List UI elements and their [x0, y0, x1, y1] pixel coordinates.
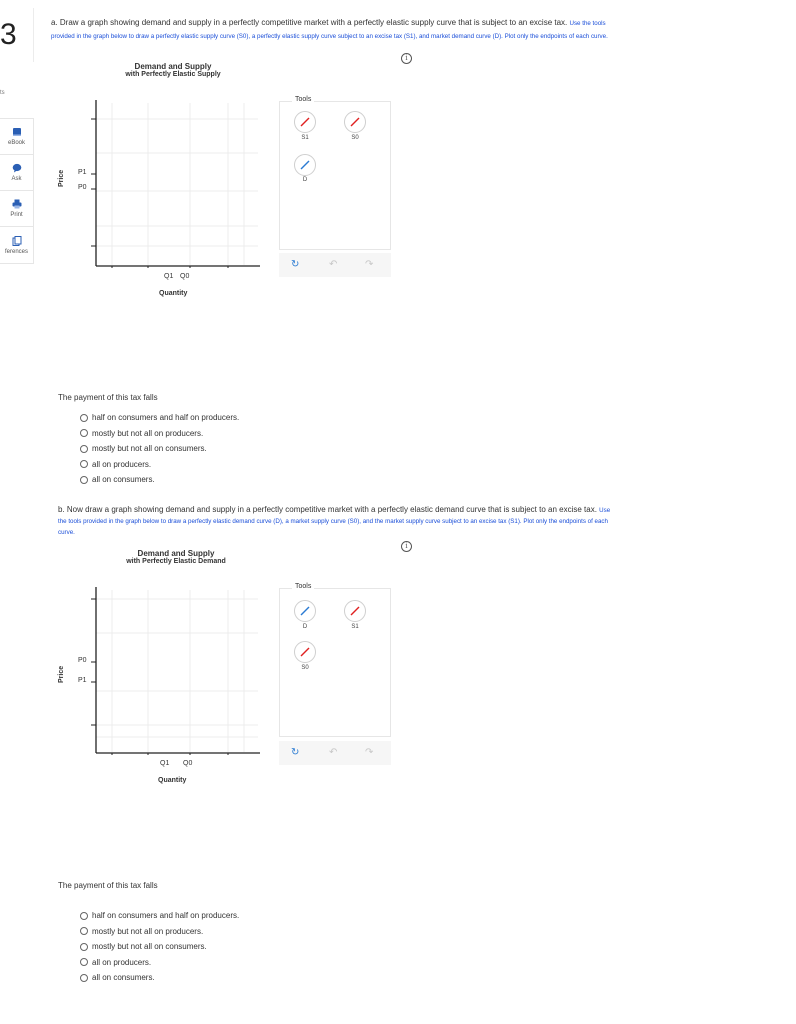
- undo-icon[interactable]: ↶: [329, 747, 338, 758]
- radio-button[interactable]: [80, 429, 88, 437]
- y-tick-label: P1: [78, 169, 87, 176]
- part-b-prompt: b. Now draw a graph showing demand and supply in a perfectly competitive market with a perfectly elastic demand curve that is subject to an excise tax.: [58, 505, 597, 514]
- tool-s0-button[interactable]: [294, 641, 316, 663]
- sidebar-item-print[interactable]: [0, 191, 33, 227]
- radio-option[interactable]: [80, 955, 239, 971]
- radio-option[interactable]: [80, 908, 239, 924]
- part-a-prompt: a. Draw a graph showing demand and supply in a perfectly competitive market with a perfectly elastic supply curve that is subject to an excise tax.: [51, 18, 568, 27]
- y-tick-label: P0: [78, 184, 87, 191]
- x-tick-label: Q0: [183, 760, 193, 767]
- radio-button[interactable]: [80, 912, 88, 920]
- tools-title: Tools: [292, 583, 314, 590]
- part-b-tools-actions: [279, 741, 391, 765]
- radio-button[interactable]: [80, 460, 88, 468]
- sidebar-item-label: Ask: [11, 176, 22, 182]
- part-a-options: [80, 410, 239, 488]
- radio-option[interactable]: [80, 924, 239, 940]
- option-label: all on consumers.: [92, 475, 155, 485]
- radio-button[interactable]: [80, 445, 88, 453]
- y-axis-title: Price: [58, 665, 65, 683]
- option-label: mostly but not all on consumers.: [92, 444, 207, 454]
- chart-title: Demand and Supply: [137, 549, 215, 558]
- tool-s1-button[interactable]: [344, 600, 366, 622]
- line-tool-icon: [299, 116, 311, 128]
- option-label: mostly but not all on producers.: [92, 428, 204, 438]
- line-tool-icon: [299, 159, 311, 171]
- sidebar-item-label: ferences: [4, 248, 28, 255]
- reset-icon[interactable]: ↻: [291, 747, 300, 758]
- x-axis-title: Quantity: [158, 777, 187, 784]
- y-tick-label: P0: [78, 657, 87, 664]
- redo-icon[interactable]: ↷: [365, 259, 374, 270]
- part-a-instruction: Use the tools provided in the graph below to draw a perfectly elastic supply curve (S0), a perfectly elastic supply curve subject to an excise tax (S1), and market demand curve (D). Plot only the endpoints of each curve.: [51, 20, 608, 40]
- part-b-question: [58, 505, 618, 538]
- info-icon[interactable]: i: [401, 53, 412, 64]
- tool-label: D: [302, 177, 308, 183]
- option-label: half on consumers and half on producers.: [92, 911, 240, 921]
- radio-button[interactable]: [80, 958, 88, 966]
- line-tool-icon: [299, 605, 311, 617]
- line-tool-icon: [299, 646, 311, 658]
- option-label: all on consumers.: [92, 973, 155, 983]
- chat-icon: [12, 163, 22, 173]
- tool-s1-button[interactable]: [294, 111, 316, 133]
- option-label: mostly but not all on producers.: [92, 926, 204, 936]
- y-tick-label: P1: [78, 677, 87, 684]
- tool-label: S1: [301, 135, 309, 141]
- radio-button[interactable]: [80, 476, 88, 484]
- part-b-chart-heading: [116, 549, 236, 565]
- tool-d-button[interactable]: [294, 600, 316, 622]
- part-b-payment-prompt: The payment of this tax falls: [58, 881, 158, 890]
- x-tick-label: Q0: [180, 273, 190, 280]
- sidebar-top-label: ts: [0, 90, 5, 96]
- sidebar-item-references[interactable]: [0, 227, 33, 263]
- x-tick-label: Q1: [164, 273, 174, 280]
- x-tick-label: Q1: [160, 760, 170, 767]
- option-label: half on consumers and half on producers.: [92, 413, 240, 423]
- tools-title: Tools: [292, 96, 314, 103]
- sidebar-item-ebook[interactable]: [0, 119, 33, 155]
- chart-subtitle: with Perfectly Elastic Demand: [126, 558, 226, 565]
- reset-icon[interactable]: ↻: [291, 259, 300, 270]
- redo-icon[interactable]: ↷: [365, 747, 374, 758]
- tool-label: D: [302, 624, 308, 630]
- radio-button[interactable]: [80, 974, 88, 982]
- tool-s0-button[interactable]: [344, 111, 366, 133]
- undo-icon[interactable]: ↶: [329, 259, 338, 270]
- part-a-payment-prompt: The payment of this tax falls: [58, 393, 158, 402]
- info-icon[interactable]: i: [401, 541, 412, 552]
- chart-title: Demand and Supply: [134, 62, 212, 71]
- option-label: all on producers.: [92, 459, 152, 469]
- sidebar: [0, 118, 34, 264]
- part-b-plot-area[interactable]: [88, 585, 263, 755]
- radio-option[interactable]: [80, 441, 239, 457]
- part-a-question: [51, 17, 611, 43]
- line-tool-icon: [349, 605, 361, 617]
- part-b-tools-panel: [279, 583, 391, 737]
- part-a-tools-panel: [279, 96, 391, 250]
- part-b-options: [80, 908, 239, 986]
- question-number: 3: [0, 18, 17, 51]
- radio-option[interactable]: [80, 939, 239, 955]
- tool-label: S0: [301, 665, 309, 671]
- sidebar-item-label: eBook: [7, 140, 25, 146]
- sidebar-item-label: Print: [10, 212, 23, 218]
- sidebar-item-ask[interactable]: [0, 155, 33, 191]
- references-icon: [12, 236, 22, 246]
- option-label: all on producers.: [92, 957, 152, 967]
- tool-label: S1: [351, 624, 359, 630]
- radio-button[interactable]: [80, 943, 88, 951]
- radio-option[interactable]: [80, 410, 239, 426]
- option-label: mostly but not all on consumers.: [92, 942, 207, 952]
- y-axis-title: Price: [58, 169, 65, 187]
- part-a-tools-actions: [279, 253, 391, 277]
- radio-option[interactable]: [80, 472, 239, 488]
- printer-icon: [12, 199, 22, 209]
- radio-option[interactable]: [80, 970, 239, 986]
- part-a-plot-area[interactable]: [88, 98, 263, 268]
- radio-button[interactable]: [80, 414, 88, 422]
- chart-subtitle: with Perfectly Elastic Supply: [125, 71, 221, 78]
- part-b-instruction: Use the tools provided in the graph below to draw a perfectly elastic demand curve (D), a market supply curve (S0), and the market supply curve subject to an excise tax (S1). Plot only the endpoints of each curve.: [58, 507, 611, 536]
- x-axis-title: Quantity: [159, 290, 188, 297]
- radio-option[interactable]: [80, 457, 239, 473]
- book-icon: [12, 127, 22, 137]
- line-tool-icon: [349, 116, 361, 128]
- radio-button[interactable]: [80, 927, 88, 935]
- part-a-chart-heading: [118, 62, 228, 78]
- radio-option[interactable]: [80, 426, 239, 442]
- tool-label: S0: [351, 135, 359, 141]
- tool-d-button[interactable]: [294, 154, 316, 176]
